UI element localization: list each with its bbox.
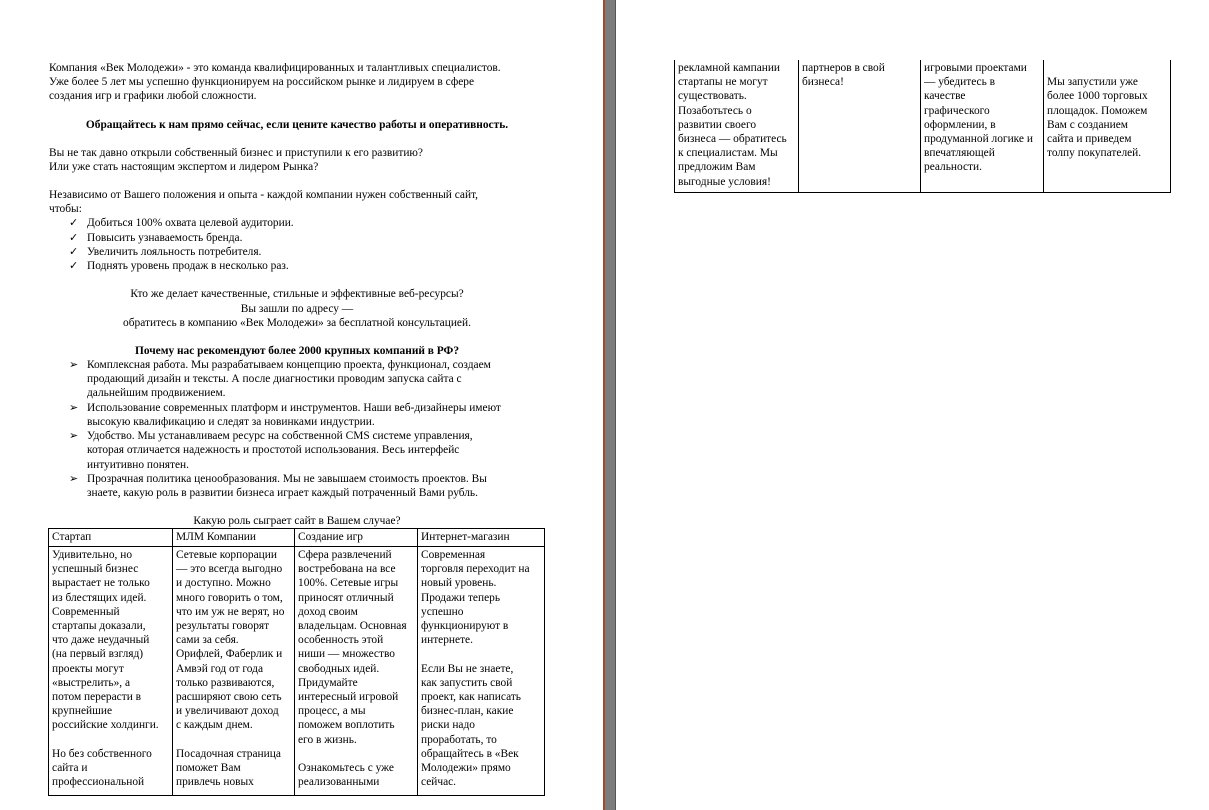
intro-line-3: создания игр и графики любой сложности. xyxy=(49,90,257,102)
need-line-1: Независимо от Вашего положения и опыта - каждой компании нужен собственный сайт, xyxy=(49,189,479,201)
reason-3-line-3: интуитивно понятен. xyxy=(87,459,190,471)
question-line-2: Или уже стать настоящим экспертом и лидером Рынка? xyxy=(49,161,319,173)
cell-mlm: Сетевые корпорации — это всегда выгодно и доступно. Можно много говорить о том, что им уж не верят, но результаты говорят сами за себя. Орифлей, Фаберлик и Амвэй год от года только развиваются, расширяют свою сеть и увеличивают доход с каждым днем. Посадочная страница поможет Вам привлечь новых xyxy=(173,547,295,796)
pitch-line-3: обратитесь в компанию «Век Молодежи» за бесплатной консультацией. xyxy=(123,317,471,329)
arrow-bullet-icon: ➢ xyxy=(69,473,79,485)
cell-eshop-cont: Мы запустили уже более 1000 торговых площадок. Поможем Вам с созданием сайта и приведем толпу покупателей. xyxy=(1044,60,1171,193)
checkmark-icon: ✓ xyxy=(69,260,79,272)
cell-startup-cont: рекламной кампании стартапы не могут существовать. Позаботьтесь о развитии своего бизнеса — обратитесь к специалистам. Мы предложим Вам выгодные условия! xyxy=(675,60,799,193)
table-caption: Какую роль сыграет сайт в Вашем случае? xyxy=(193,515,401,527)
cell-games-cont: игровыми проектами — убедитесь в качестве графического оформлении, в продуманной логике и впечатляющей реальности. xyxy=(921,60,1044,193)
roles-table xyxy=(48,528,545,796)
reason-1-line-3: дальнейшим продвижением. xyxy=(87,387,226,399)
header-startup: Стартап xyxy=(49,529,173,547)
reason-1-line-1: Комплексная работа. Мы разрабатываем концепцию проекта, функционал, создаем xyxy=(87,359,491,371)
intro-line-1: Компания «Век Молодежи» - это команда квалифицированных и талантливых специалистов. xyxy=(49,62,501,74)
cell-mlm-cont: партнеров в свой бизнеса! xyxy=(799,60,921,193)
goal-item-2: Повысить узнаваемость бренда. xyxy=(87,232,243,244)
header-games: Создание игр xyxy=(295,529,418,547)
reason-4-line-1: Прозрачная политика ценообразования. Мы не завышаем стоимость проектов. Вы xyxy=(87,473,487,485)
roles-table-continued xyxy=(674,60,1171,193)
goal-item-3: Увеличить лояльность потребителя. xyxy=(87,246,262,258)
reason-3-line-1: Удобство. Мы устанавливаем ресурс на собственной CMS системе управления, xyxy=(87,430,473,442)
reason-2-line-2: высокую квалификацию и следят за новинками индустрии. xyxy=(87,416,375,428)
need-line-2: чтобы: xyxy=(49,203,82,215)
reason-3-line-2: которая отличается надежность и простотой использования. Весь интерфейс xyxy=(87,444,460,456)
reason-1-line-2: продающий дизайн и тексты. А после диагностики проводим запуска сайта с xyxy=(87,373,462,385)
document-page-2[interactable] xyxy=(616,0,1209,810)
pitch-line-2: Вы зашли по адресу — xyxy=(240,303,354,315)
pitch-line-1: Кто же делает качественные, стильные и эффективные веб-ресурсы? xyxy=(130,288,464,300)
checkmark-icon: ✓ xyxy=(69,232,79,244)
table-row xyxy=(675,60,1171,193)
cell-eshop: Современная торговля переходит на новый уровень. Продажи теперь успешно функционируют в интернете. Если Вы не знаете, как запустить свой проект, как написать бизнес-план, какие риски надо проработать, то обращайтесь в «Век Молодежи» прямо сейчас. xyxy=(418,547,545,796)
reason-2-line-1: Использование современных платформ и инструментов. Наши веб-дизайнеры имеют xyxy=(87,402,501,414)
arrow-bullet-icon: ➢ xyxy=(69,402,79,414)
cta-heading: Обращайтесь к нам прямо сейчас, если цените качество работы и оперативность. xyxy=(85,119,509,131)
arrow-bullet-icon: ➢ xyxy=(69,430,79,442)
reason-4-line-2: знаете, какую роль в развитии бизнеса играет каждый потраченный Вами рубль. xyxy=(87,487,478,499)
cell-games: Сфера развлечений востребована на все 100%. Сетевые игры приносят отличный доход своим владельцам. Основная особенность этой ниши — множество свободных идей. Придумайте интересный игровой процесс, а мы поможем воплотить его в жизнь. Ознакомьтесь с уже реализованными xyxy=(295,547,418,796)
page-gutter xyxy=(603,0,616,810)
reasons-heading: Почему нас рекомендуют более 2000 крупных компаний в РФ? xyxy=(134,345,460,357)
table-row xyxy=(49,547,545,796)
header-eshop: Интернет-магазин xyxy=(418,529,545,547)
cell-startup: Удивительно, но успешный бизнес вырастает не только из блестящих идей. Современный стартапы доказали, что даже неудачный (на первый взгляд) проекты могут «выстрелить», а потом перерасти в крупнейшие российские холдинги. Но без собственного сайта и профессиональной xyxy=(49,547,173,796)
arrow-bullet-icon: ➢ xyxy=(69,359,79,371)
goal-item-1: Добиться 100% охвата целевой аудитории. xyxy=(87,217,294,229)
document-page-1[interactable] xyxy=(0,0,603,810)
intro-line-2: Уже более 5 лет мы успешно функционируем на российском рынке и лидируем в сфере xyxy=(49,76,475,88)
header-mlm: МЛМ Компании xyxy=(173,529,295,547)
checkmark-icon: ✓ xyxy=(69,246,79,258)
checkmark-icon: ✓ xyxy=(69,217,79,229)
goal-item-4: Поднять уровень продаж в несколько раз. xyxy=(87,260,289,272)
table-header-row xyxy=(49,529,545,547)
question-line-1: Вы не так давно открыли собственный бизнес и приступили к его развитию? xyxy=(49,147,423,159)
